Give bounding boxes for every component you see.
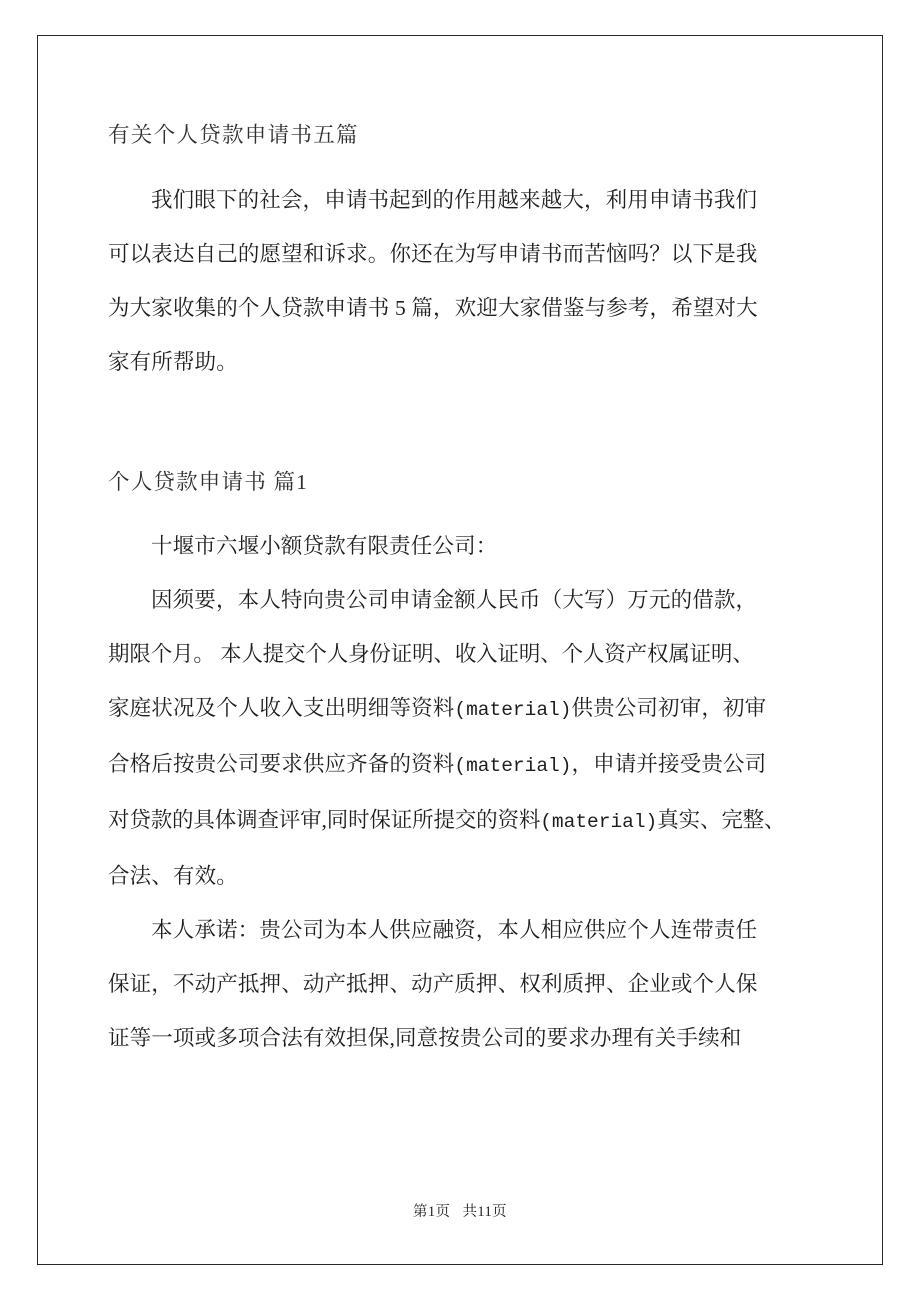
section-heading: 个人贷款申请书 篇1 [108,470,309,494]
intro-line: 为大家收集的个人贷款申请书 5 篇，欢迎大家借鉴与参考，希望对大 [108,296,758,320]
body-line: 合法、有效。 [108,864,238,888]
footer-total-suffix: 页 [492,1204,508,1220]
body-line: 因须要，本人特向贵公司申请金额人民币（大写）万元的借款， [151,588,758,612]
body-line: 十堰市六堰小额贷款有限责任公司： [151,534,498,558]
footer-total-prefix: 共 [462,1204,478,1220]
footer-current-prefix: 第 [412,1204,428,1220]
inline-latin-term: (material) [454,699,572,721]
intro-line: 我们眼下的社会，申请书起到的作用越来越大，利用申请书我们 [151,188,758,212]
inline-latin-term: (material) [454,755,572,777]
page-number-footer [0,1200,920,1221]
body-line: 家庭状况及个人收入支出明细等资料(material)供贵公司初审，初审 [108,696,767,721]
body-line: 保证，不动产抵押、动产抵押、动产质押、权利质押、企业或个人保 [108,972,758,996]
body-paragraphs [108,519,813,1065]
document-content [108,118,813,1065]
body-line: 期限个月。 本人提交个人身份证明、收入证明、个人资产权属证明、 [108,642,754,666]
footer-current-number: 1 [427,1204,436,1220]
intro-line: 家有所帮助。 [108,350,238,374]
body-line: 对贷款的具体调查评审,同时保证所提交的资料(material)真实、完整、 [108,808,786,833]
inline-latin-term: (material) [540,811,658,833]
footer-total-number: 11 [477,1204,493,1220]
body-line: 证等一项或多项合法有效担保,同意按贵公司的要求办理有关手续和 [108,1026,742,1050]
document-title: 有关个人贷款申请书五篇 [108,123,359,147]
body-line: 合格后按贵公司要求供应齐备的资料(material)，申请并接受贵公司 [108,752,767,777]
footer-current-suffix: 页 [435,1204,451,1220]
body-line: 本人承诺：贵公司为本人供应融资，本人相应供应个人连带责任 [151,918,758,942]
intro-line: 可以表达自己的愿望和诉求。你还在为写申请书而苦恼吗？以下是我 [108,242,758,266]
intro-paragraph [108,173,813,389]
